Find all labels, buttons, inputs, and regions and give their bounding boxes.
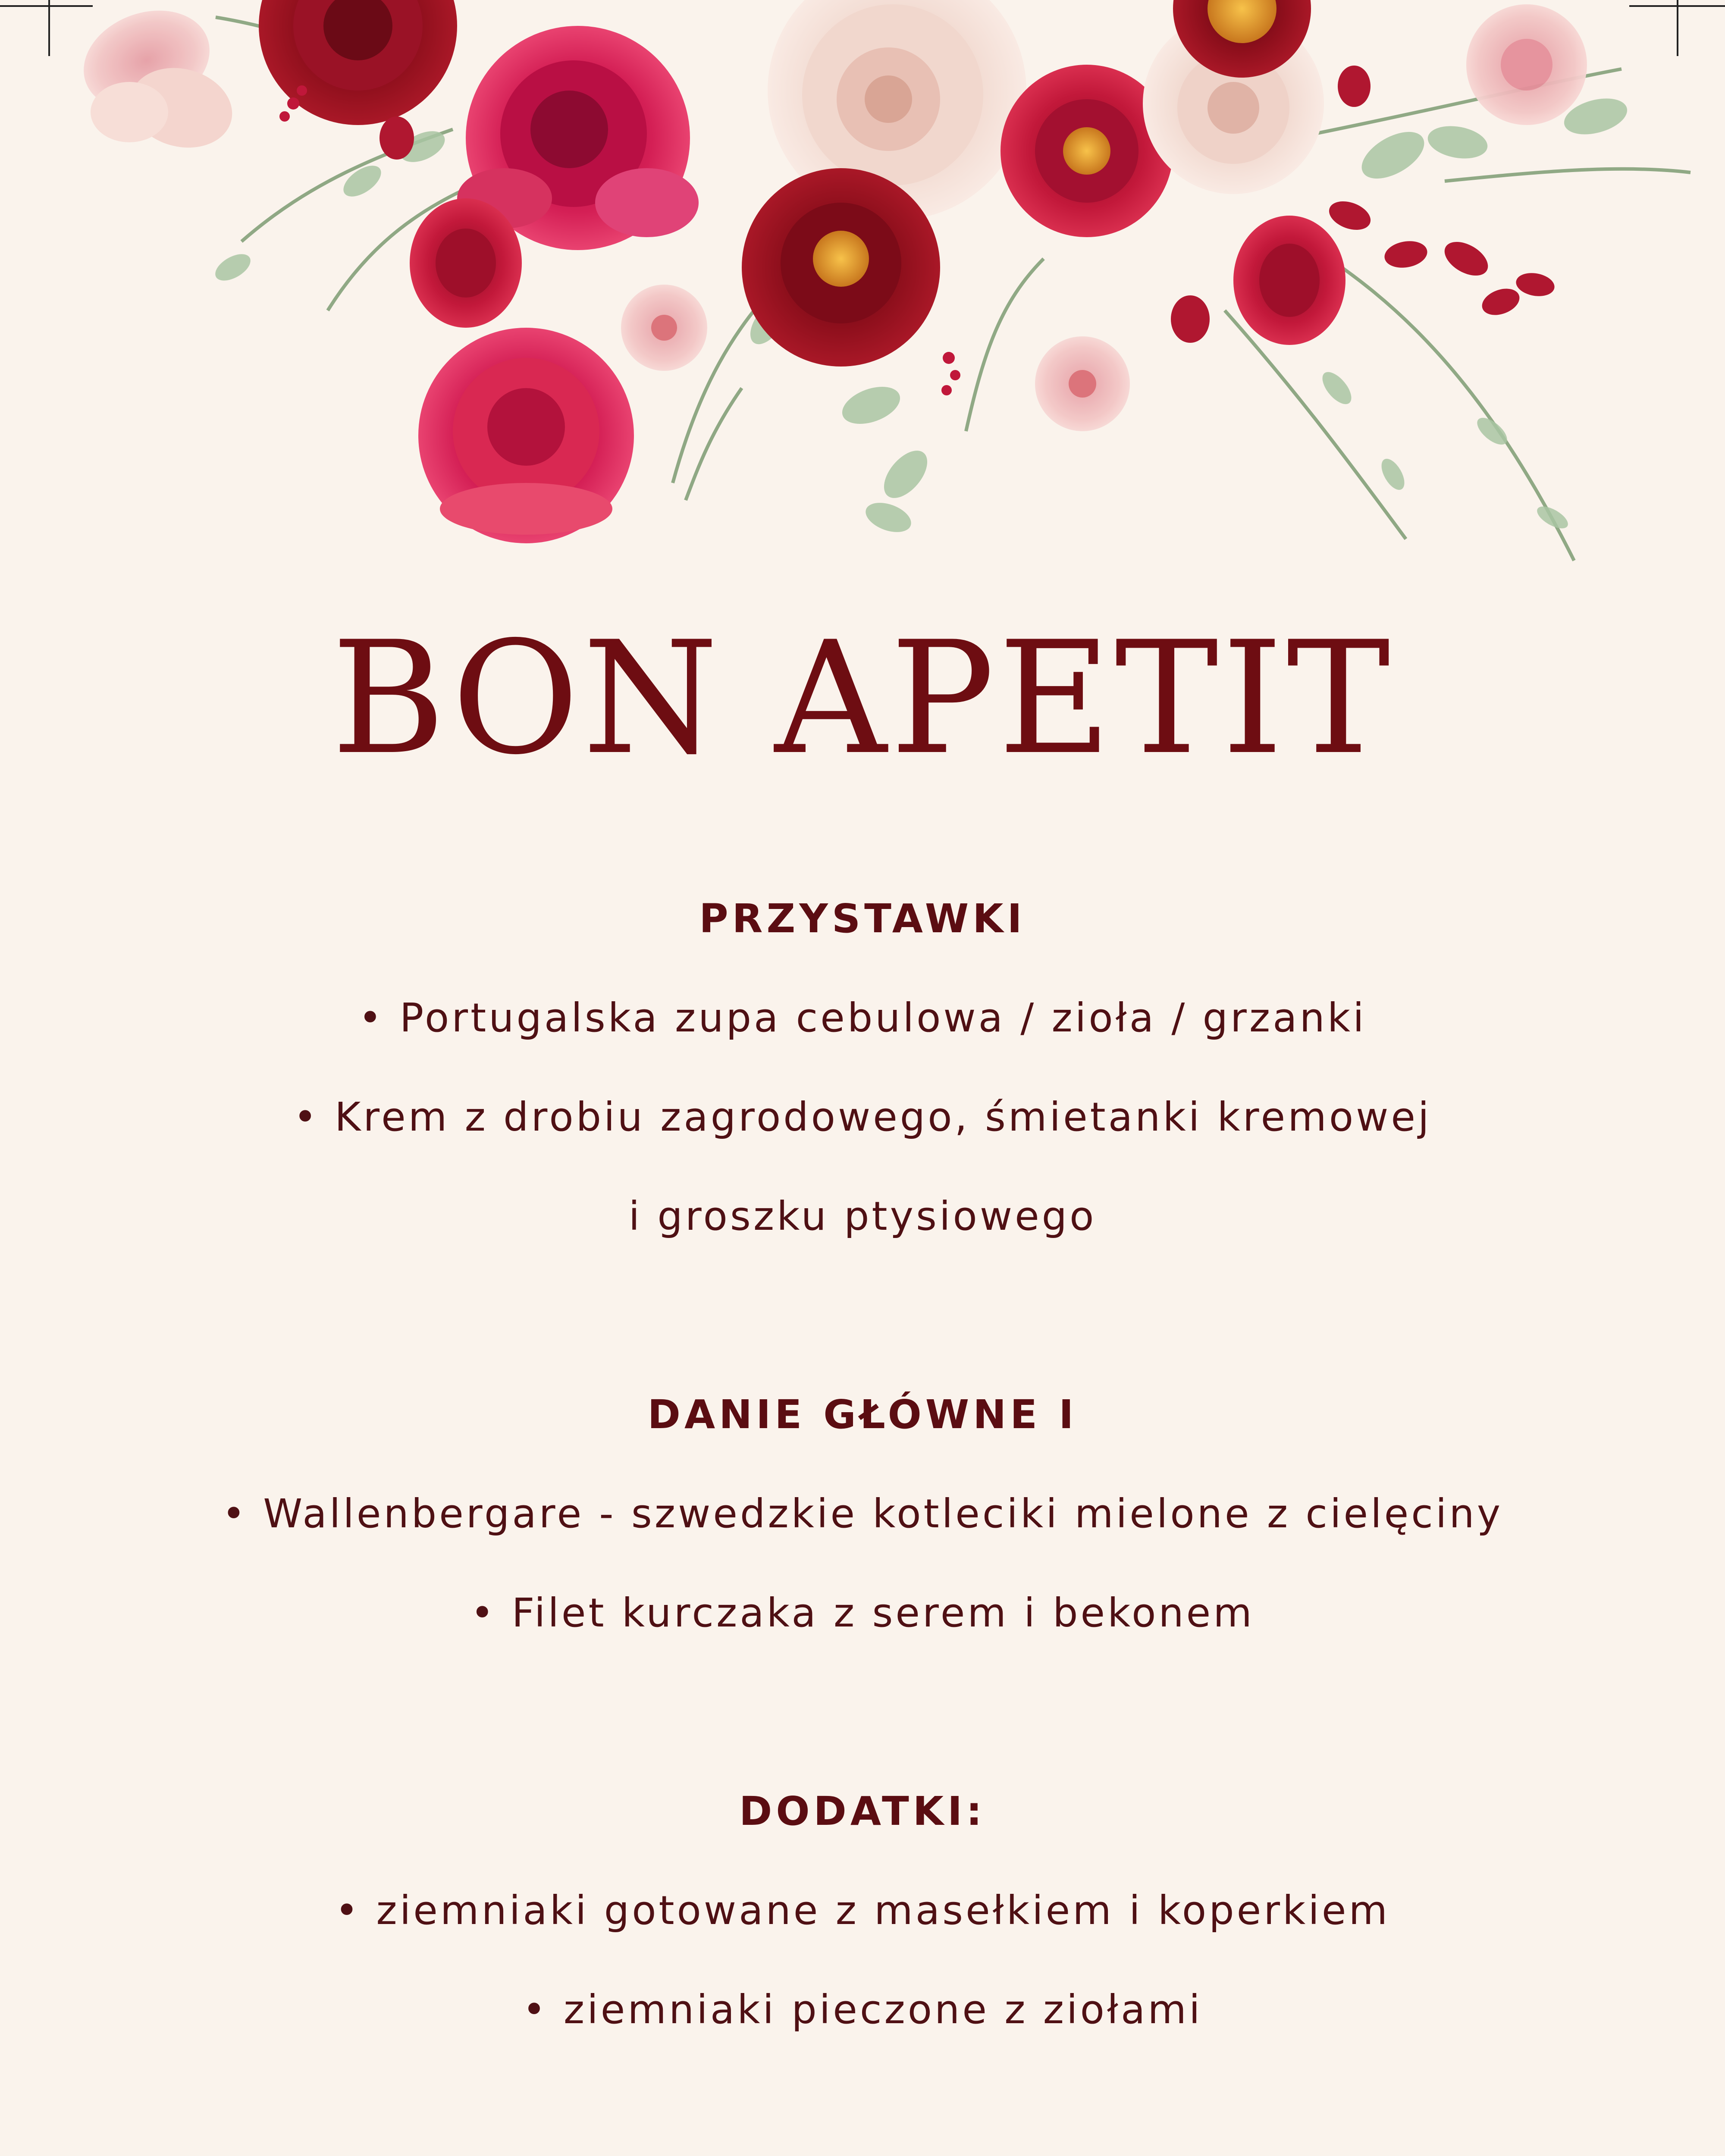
- section-heading-main-course-1: DANIE GŁÓWNE I: [647, 1391, 1078, 1438]
- menu-title: BON APETIT: [331, 608, 1394, 789]
- menu-item: • Filet kurczaka z serem i bekonem: [470, 1590, 1255, 1636]
- menu-item: • ziemniaki gotowane z masełkiem i koperkiem: [335, 1887, 1390, 1934]
- menu-item: • Portugalska zupa cebulowa / zioła / grzanki: [358, 995, 1367, 1041]
- menu-item: • Wallenbergare - szwedzkie kotleciki mielone z cielęciny: [222, 1491, 1503, 1537]
- floral-bouquet-icon: [0, 0, 1725, 604]
- menu-item: • ziemniaki pieczone z ziołami: [522, 1987, 1203, 2033]
- section-heading-side-dishes: DODATKI:: [739, 1788, 986, 1834]
- menu-item: • Krem z drobiu zagrodowego, śmietanki kremowej: [293, 1094, 1432, 1140]
- menu-item-continuation: i groszku ptysiowego: [628, 1193, 1097, 1239]
- section-heading-starters: PRZYSTAWKI: [699, 896, 1026, 942]
